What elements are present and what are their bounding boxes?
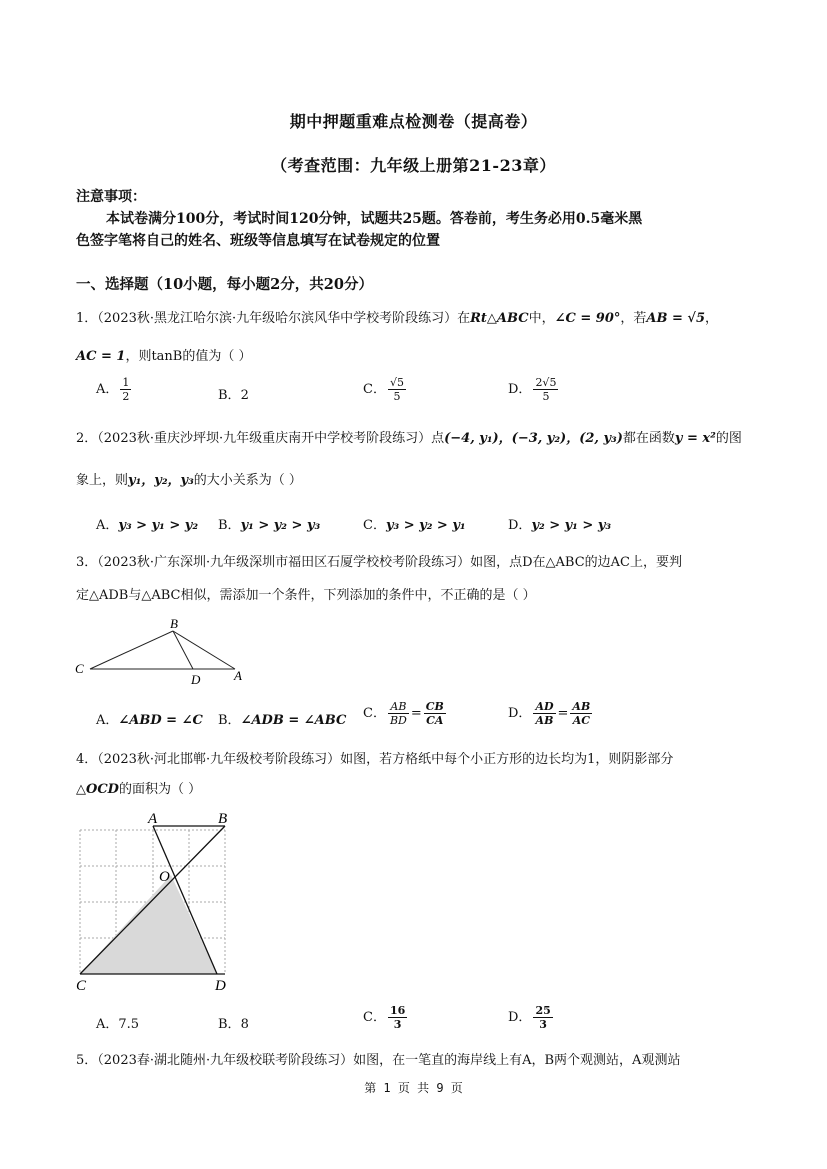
question-2-line-2: 象上，则y₁，y₂，y₃的大小关系为（ ） (76, 473, 302, 488)
question-3-figure (70, 612, 260, 687)
q3-option-d[interactable]: D． $\frac{AD}{AB}$ = $\frac{AB}{AC}$ (508, 700, 591, 727)
q1-option-a[interactable]: A． $\frac{1}{2}$ (96, 376, 130, 403)
q2-option-d[interactable]: D．y₂ > y₁ > y₃ (508, 518, 612, 533)
label-c: C (75, 661, 84, 676)
question-4-stem: 4．（2023秋·河北邯郸·九年级校考阶段练习）如图，若方格纸中每个小正方形的边长均为1，则阴影部分 (76, 752, 674, 767)
question-1-stem: 1．（2023秋·黑龙江哈尔滨·九年级哈尔滨风华中学校考阶段练习）在Rt△ABC中，∠C = 90°，若AB = √5， (76, 311, 719, 326)
question-4-figure (70, 808, 245, 996)
page-subtitle: （考查范围：九年级上册第21-23章） (271, 156, 556, 175)
q1-option-c[interactable]: C． $\frac{√5}{5}$ (363, 376, 404, 403)
q3-option-c[interactable]: C． $\frac{AB}{BD}$ = $\frac{CB}{CA}$ (363, 700, 444, 727)
section-heading: 一、选择题（10小题，每小题2分，共20分） (76, 276, 373, 293)
q4-option-d[interactable]: D． $\frac{25}{3}$ (508, 1004, 551, 1031)
label-d: D (191, 672, 201, 687)
question-5-stem: 5．（2023春·湖北随州·九年级校联考阶段练习）如图，在一笔直的海岸线上有A，B两个观测站，A观测站 (76, 1053, 681, 1068)
q2-option-c[interactable]: C．y₃ > y₂ > y₁ (363, 518, 466, 533)
question-3-line-2: 定△ADB与△ABC相似，需添加一个条件，下列添加的条件中，不正确的是（ ） (76, 588, 536, 603)
q4-option-c[interactable]: C． $\frac{16}{3}$ (363, 1004, 406, 1031)
shaded-triangle-ocd (80, 875, 217, 974)
question-2-stem: 2．（2023秋·重庆沙坪坝·九年级重庆南开中学校考阶段练习）点(−4, y₁)，(−3, y₂)，(2, y₃)都在函数y = x²的图 (76, 431, 742, 446)
label-c: C (76, 978, 87, 994)
label-b: B (218, 811, 228, 827)
notice-heading: 注意事项： (76, 189, 146, 205)
notice-line-1: 本试卷满分100分，考试时间120分钟，试题共25题。答卷前，考生务必用0.5毫米黑 (106, 211, 643, 227)
page-footer: 第 1 页 共 9 页 (364, 1081, 463, 1095)
label-b: B (170, 616, 178, 631)
notice-line-2: 色签字笔将自己的姓名、班级等信息填写在试卷规定的位置 (76, 233, 440, 249)
question-4-line-2: △OCD的面积为（ ） (76, 782, 202, 797)
q1-option-b[interactable]: B．2 (218, 388, 249, 403)
label-o: O (159, 869, 170, 885)
segment-ba (173, 631, 235, 669)
q2-option-b[interactable]: B．y₁ > y₂ > y₃ (218, 518, 321, 533)
page-title: 期中押题重难点检测卷（提高卷） (289, 112, 538, 131)
q3-option-a[interactable]: A．∠ABD = ∠C (96, 713, 203, 728)
label-a: A (148, 811, 158, 827)
segment-cb (90, 631, 173, 669)
q2-option-a[interactable]: A．y₃ > y₁ > y₂ (96, 518, 199, 533)
label-a: A (234, 668, 242, 683)
question-3-stem: 3．（2023秋·广东深圳·九年级深圳市福田区石厦学校校考阶段练习）如图，点D在△ABC的边AC上，要判 (76, 555, 683, 570)
q4-option-a[interactable]: A．7.5 (96, 1017, 140, 1032)
q1-option-d[interactable]: D． $\frac{2√5}{5}$ (508, 376, 557, 403)
q4-option-b[interactable]: B．8 (218, 1017, 249, 1032)
question-1-line-2: AC = 1，则tanB的值为（ ） (76, 349, 252, 364)
label-d: D (215, 978, 226, 994)
q3-option-b[interactable]: B．∠ADB = ∠ABC (218, 713, 347, 728)
